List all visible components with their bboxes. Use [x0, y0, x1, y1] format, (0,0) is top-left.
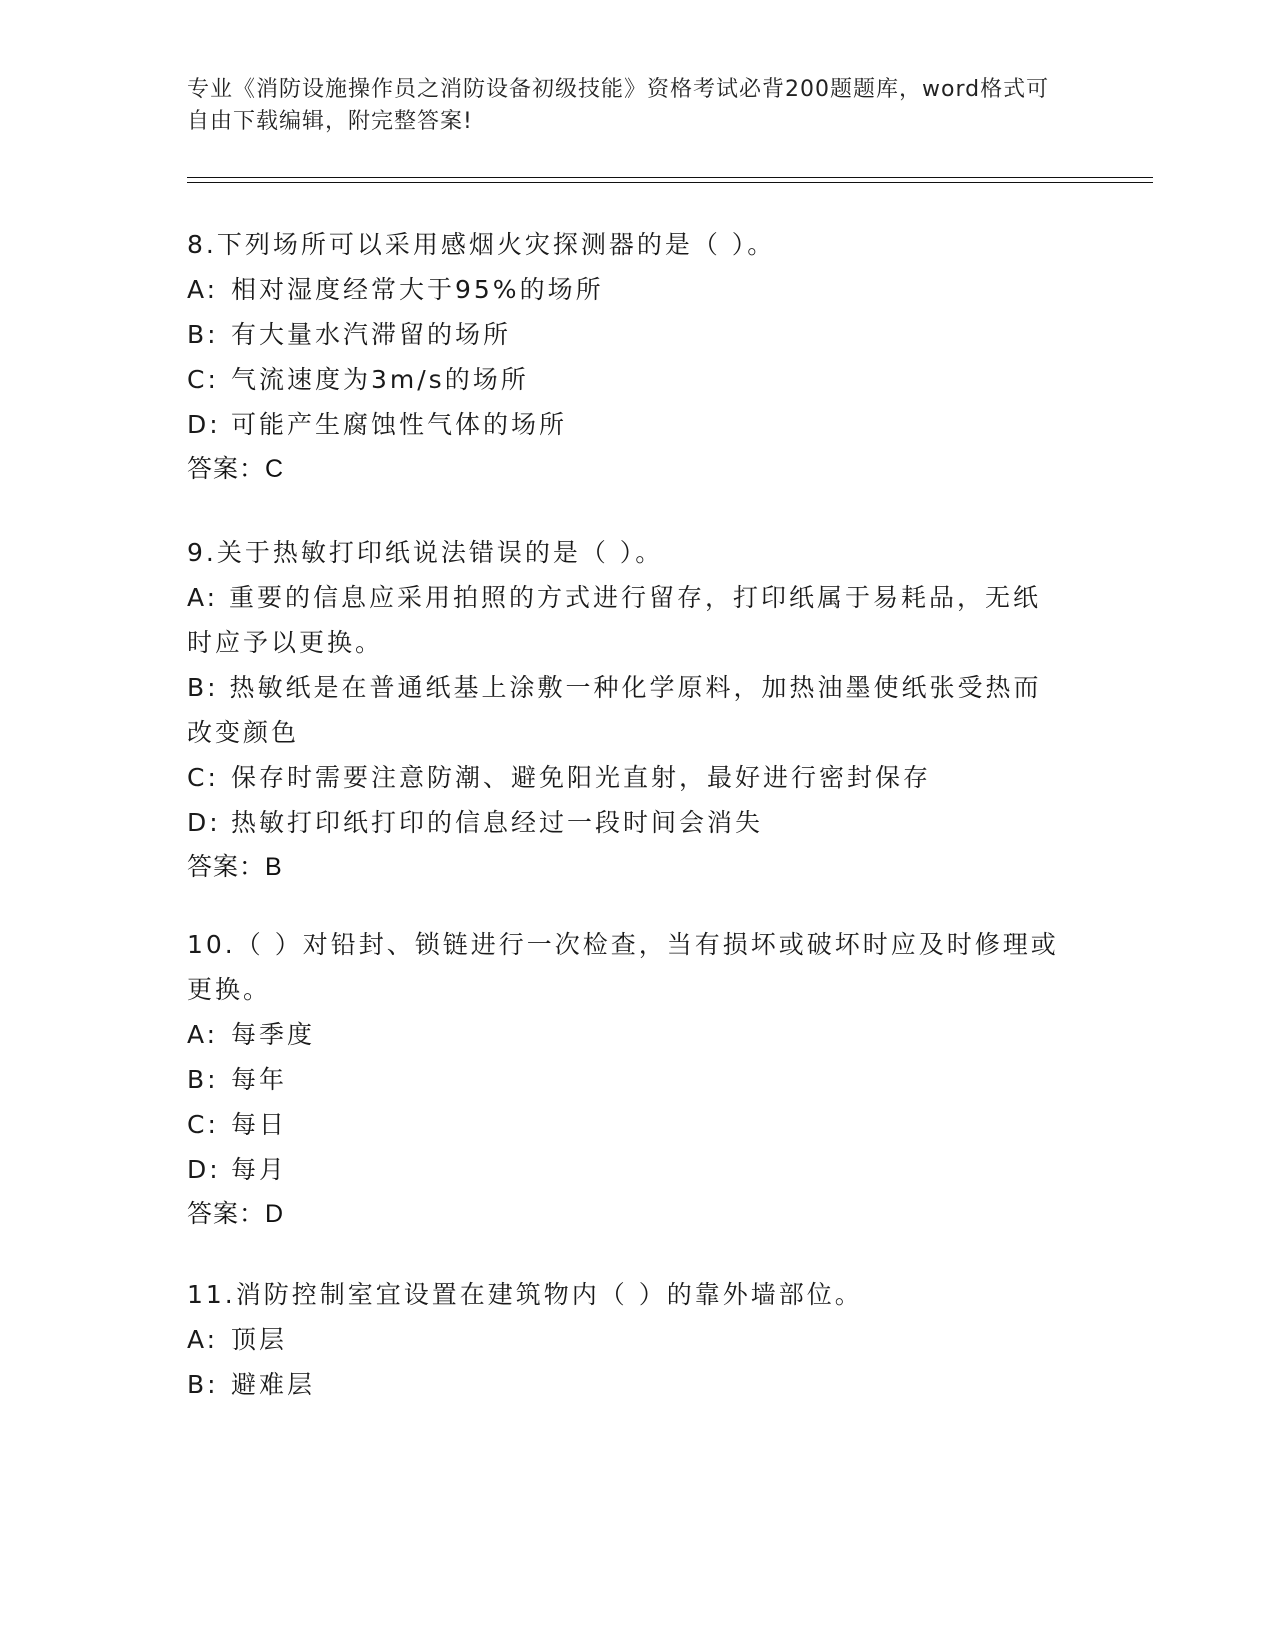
option-c [187, 357, 1067, 402]
question-stem: 10.（ ）对铅封、锁链进行一次检查，当有损坏或破坏时应及时修理或更换。 [187, 930, 1059, 1004]
option-text: 每月 [231, 1155, 288, 1184]
option-a [187, 575, 1067, 665]
option-text: 可能产生腐蚀性气体的场所 [231, 410, 568, 439]
option-text: 有大量水汽滞留的场所 [231, 320, 512, 349]
option-key: A: [187, 1020, 219, 1049]
option-key: D: [187, 1155, 221, 1184]
option-key: C: [187, 1110, 219, 1139]
question-9 [187, 530, 1067, 890]
answer-label: 答案：C [187, 455, 285, 483]
option-key: D: [187, 808, 221, 837]
option-text: 每日 [231, 1110, 288, 1139]
option-d [187, 1147, 1067, 1192]
option-a [187, 1317, 1067, 1362]
option-d [187, 402, 1067, 447]
option-c [187, 755, 1067, 800]
question-stem: 8.下列场所可以采用感烟火灾探测器的是（ ）。 [187, 230, 776, 259]
option-key: B: [187, 320, 219, 349]
option-text: 顶层 [231, 1325, 288, 1354]
option-text: 相对湿度经常大于95%的场所 [231, 275, 604, 304]
question-11 [187, 1272, 1067, 1407]
option-key: D: [187, 410, 221, 439]
header-rule-bottom [187, 182, 1153, 183]
question-8 [187, 222, 1067, 492]
answer-label: 答案：D [187, 1200, 285, 1228]
option-key: B: [187, 1370, 219, 1399]
document-header: 专业《消防设施操作员之消防设备初级技能》资格考试必背200题题库，word格式可自由下载编辑，附完整答案! [187, 77, 1050, 134]
option-b [187, 312, 1067, 357]
question-stem: 9.关于热敏打印纸说法错误的是（ ）。 [187, 538, 664, 567]
option-text: 热敏纸是在普通纸基上涂敷一种化学原料，加热油墨使纸张受热而改变颜色 [187, 673, 1042, 747]
option-b [187, 1057, 1067, 1102]
option-key: A: [187, 583, 219, 612]
option-a [187, 1012, 1067, 1057]
option-text: 避难层 [231, 1370, 316, 1399]
option-text: 重要的信息应采用拍照的方式进行留存，打印纸属于易耗品，无纸时应予以更换。 [187, 583, 1042, 657]
option-b [187, 665, 1067, 755]
option-text: 热敏打印纸打印的信息经过一段时间会消失 [231, 808, 764, 837]
option-b [187, 1362, 1067, 1407]
option-d [187, 800, 1067, 845]
option-text: 保存时需要注意防潮、避免阳光直射，最好进行密封保存 [231, 763, 932, 792]
option-key: A: [187, 1325, 219, 1354]
answer-label: 答案：B [187, 853, 283, 881]
option-text: 每年 [231, 1065, 288, 1094]
header-rule-top [187, 177, 1153, 178]
option-text: 气流速度为3m/s的场所 [231, 365, 529, 394]
question-stem: 11.消防控制室宜设置在建筑物内（ ）的靠外墙部位。 [187, 1280, 863, 1309]
option-key: B: [187, 1065, 219, 1094]
option-key: C: [187, 365, 219, 394]
option-text: 每季度 [231, 1020, 316, 1049]
option-key: C: [187, 763, 219, 792]
option-key: B: [187, 673, 219, 702]
option-c [187, 1102, 1067, 1147]
option-a [187, 267, 1067, 312]
option-key: A: [187, 275, 219, 304]
question-10 [187, 922, 1067, 1237]
